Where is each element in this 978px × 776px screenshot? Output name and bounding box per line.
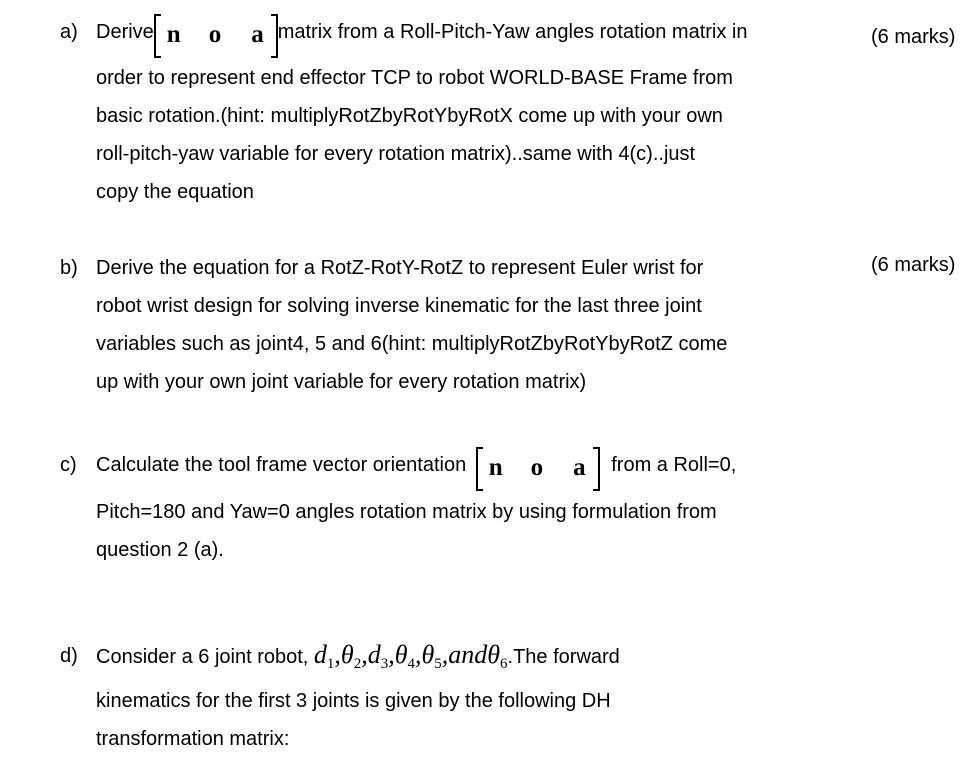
joint-variable: $\theta_2$ [340,640,362,672]
question-a-line-1 [96,20,747,50]
joint-variable: $\theta_5$ [421,640,442,672]
joint-variable-last: andθ$_6$ [448,640,508,672]
matrix-a: a [251,21,264,48]
question-d-line-1-rest: .The forward [507,646,620,668]
matrix-right-bracket [271,14,278,58]
matrix-left-bracket [154,14,161,58]
matrix-n: n [488,454,503,481]
question-c-intro: Calculate the tool frame vector orientation [96,454,467,476]
question-a-intro: Derive [96,21,154,43]
question-d-line-1 [96,640,620,672]
matrix-a: a [573,454,586,481]
matrix-right-bracket [593,447,600,491]
question-a-line-3: basic rotation.(hint: multiplyRotZbyRotYbyRotX come up with your own [96,105,723,127]
matrix-o: o [208,21,222,48]
question-c-label: c) [60,454,77,476]
matrix-left-bracket [476,447,483,491]
question-b-line-3: variables such as joint4, 5 and 6(hint: multiplyRotZbyRotYbyRotZ come [96,333,728,355]
question-d-label: d) [60,645,78,667]
question-c-line-1-rest: from a Roll=0, [611,454,737,476]
question-b-marks: (6 marks) [871,254,956,276]
question-a-line-1-rest: matrix from a Roll-Pitch-Yaw angles rotation matrix in [277,21,748,43]
noa-matrix [476,453,600,483]
joint-variable: $d_1$ [313,640,335,672]
question-c-line-2: Pitch=180 and Yaw=0 angles rotation matrix by using formulation from [96,501,717,523]
joint-variable: $\theta_4$ [394,640,415,672]
noa-matrix [154,20,278,50]
question-b-line-1: Derive the equation for a RotZ-RotY-RotZ to represent Euler wrist for [96,257,704,279]
question-d-line-3: transformation matrix: [96,728,290,750]
matrix-n: n [166,21,181,48]
question-b-line-4: up with your own joint variable for every rotation matrix) [96,371,587,393]
question-c-line-3: question 2 (a). [96,539,224,561]
question-a-label: a) [60,21,78,43]
joint-variable: $d_3$ [367,640,389,672]
question-d-intro: Consider a 6 joint robot, [96,646,309,668]
question-c-line-1 [96,453,736,483]
matrix-o: o [530,454,544,481]
joint-variables: $d_1,\theta_2,d_3,\theta_4,\theta_5,and\theta_6$ [313,640,508,672]
question-a-line-5: copy the equation [96,181,254,203]
question-a-line-2: order to represent end effector TCP to robot WORLD-BASE Frame from [96,67,733,89]
question-d-line-2: kinematics for the first 3 joints is given by the following DH [96,690,611,712]
question-b-line-2: robot wrist design for solving inverse kinematic for the last three joint [96,295,702,317]
question-b-label: b) [60,257,78,279]
question-a-marks: (6 marks) [871,26,956,48]
question-a-line-4: roll-pitch-yaw variable for every rotation matrix)..same with 4(c)..just [96,143,696,165]
